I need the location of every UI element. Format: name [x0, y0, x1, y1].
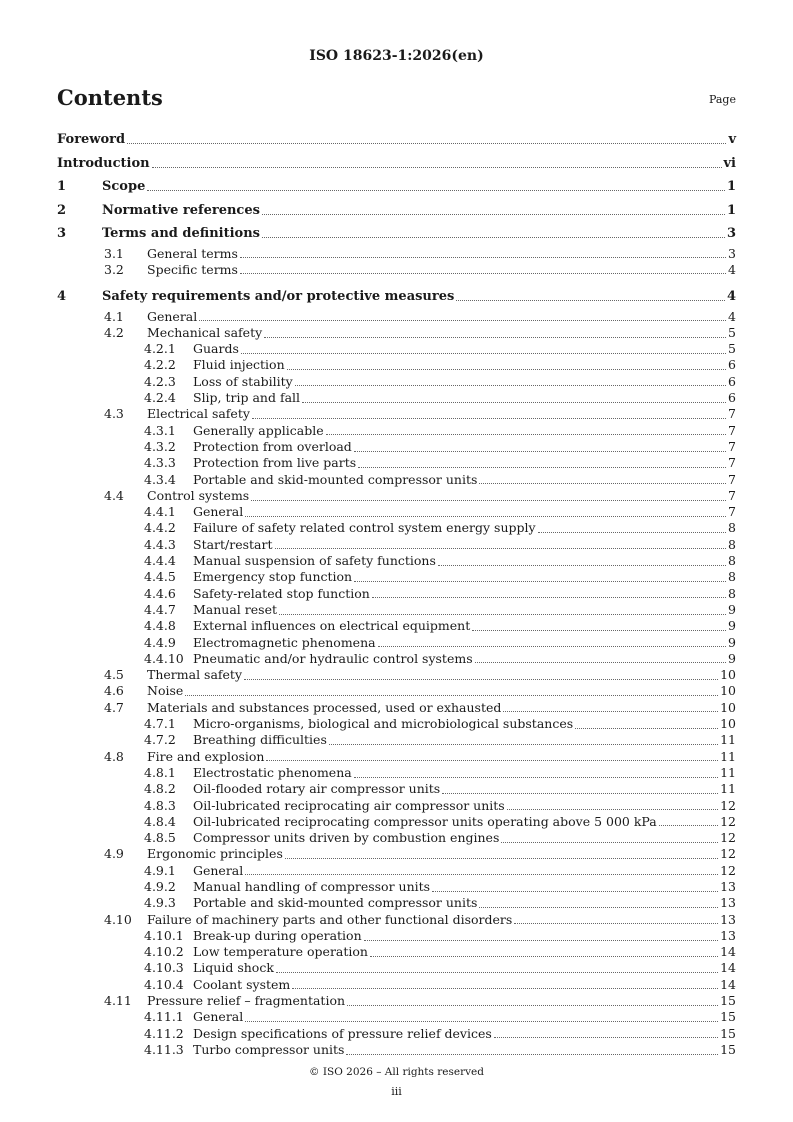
toc-entry-number: 4.7	[104, 699, 124, 715]
copyright-notice: © ISO 2026 – All rights reserved	[309, 1066, 484, 1078]
dot-leader	[472, 630, 726, 631]
toc-entry[interactable]	[57, 390, 736, 406]
toc-entry-page: 15	[720, 993, 736, 1009]
dot-leader	[275, 548, 727, 549]
contents-heading: Contents	[57, 85, 163, 110]
toc-entry[interactable]	[57, 488, 736, 504]
dot-leader	[292, 988, 718, 989]
toc-entry-page: 5	[728, 324, 736, 340]
dot-leader	[372, 597, 726, 598]
toc-entry-page: 14	[720, 976, 736, 992]
toc-entry-number: 1	[57, 179, 67, 194]
toc-entry-number: 4.7.1	[144, 716, 176, 732]
toc-entry-title: External influences on electrical equipment	[193, 618, 471, 634]
toc-entry-page: 6	[728, 357, 736, 373]
dot-leader	[442, 793, 718, 794]
toc-entry-page: 15	[720, 1025, 736, 1041]
toc-entry-page: 7	[728, 438, 736, 454]
toc-entry-page: 12	[720, 862, 736, 878]
toc-entry-title: Normative references	[102, 202, 260, 218]
toc-entry[interactable]	[57, 325, 736, 341]
dot-leader	[152, 167, 722, 168]
dot-leader	[507, 809, 718, 810]
document-identifier: ISO 18623-1:2026(en)	[309, 48, 484, 64]
toc-entry-page: 7	[728, 406, 736, 422]
dot-leader	[244, 679, 718, 680]
toc-entry-number: 4.7.2	[144, 732, 176, 748]
toc-entry-page: 9	[728, 601, 736, 617]
toc-entry-page: 9	[728, 634, 736, 650]
toc-entry-title: Liquid shock	[193, 960, 274, 976]
dot-leader	[245, 1021, 718, 1022]
toc-entry-title: Failure of machinery parts and other functional disorders	[147, 911, 513, 927]
toc-entry-number: 4.3.1	[144, 422, 176, 438]
toc-entry-title: Fluid injection	[193, 357, 285, 373]
toc-entry-page: 15	[720, 1009, 736, 1025]
toc-entry-page: 5	[728, 341, 736, 357]
dot-leader	[347, 1005, 718, 1006]
toc-entry[interactable]	[57, 553, 736, 569]
dot-leader	[479, 907, 718, 908]
dot-leader	[262, 237, 725, 238]
toc-entry[interactable]	[57, 586, 736, 602]
toc-entry-title: Electromagnetic phenomena	[193, 634, 376, 650]
dot-leader	[295, 385, 726, 386]
toc-entry[interactable]	[57, 569, 736, 585]
toc-entry-page: 10	[720, 699, 736, 715]
toc-entry-page: 3	[726, 226, 736, 241]
dot-leader	[503, 711, 718, 712]
dot-leader	[241, 353, 726, 354]
toc-entry-title: Break-up during operation	[193, 927, 362, 943]
toc-entry-number: 4.9	[104, 846, 124, 862]
toc-entry-page: 6	[728, 390, 736, 406]
toc-entry-title: Low temperature operation	[193, 944, 368, 960]
dot-leader	[364, 940, 718, 941]
toc-entry-page: 7	[728, 487, 736, 503]
toc-entry-number: 4.4.1	[144, 504, 176, 520]
dot-leader	[438, 565, 726, 566]
dot-leader	[378, 646, 726, 647]
dot-leader	[346, 1054, 718, 1055]
toc-entry[interactable]	[57, 285, 736, 309]
dot-leader	[264, 337, 726, 338]
toc-entry-title: Failure of safety related control system energy supply	[193, 520, 536, 536]
dot-leader	[147, 190, 725, 191]
dot-leader	[354, 451, 726, 452]
toc-entry[interactable]	[57, 667, 736, 683]
toc-entry-number: 4.11.3	[144, 1041, 184, 1057]
dot-leader	[514, 923, 718, 924]
toc-entry-number: 4.4.3	[144, 536, 176, 552]
toc-entry-page: 10	[720, 667, 736, 683]
toc-entry-title: Portable and skid-mounted compressor units	[193, 471, 478, 487]
toc-entry-title: Micro-organisms, biological and microbiological substances	[193, 716, 574, 732]
toc-entry-title: Manual suspension of safety functions	[193, 553, 436, 569]
toc-entry-number: 4.8.2	[144, 781, 176, 797]
toc-entry[interactable]	[57, 651, 736, 667]
toc-entry[interactable]	[57, 520, 736, 536]
toc-entry[interactable]	[57, 357, 736, 373]
dot-leader	[245, 516, 726, 517]
toc-entry-number: 3.2	[104, 261, 124, 277]
toc-entry-number: 4.11.1	[144, 1009, 184, 1025]
dot-leader	[266, 760, 718, 761]
toc-entry-number: 4.9.1	[144, 862, 176, 878]
toc-entry-number: 4.11	[104, 993, 132, 1009]
toc-entry-page: 12	[720, 813, 736, 829]
page-number: iii	[391, 1085, 402, 1098]
toc-entry-number: 4.6	[104, 683, 124, 699]
dot-leader	[252, 418, 726, 419]
toc-entry[interactable]	[57, 199, 736, 223]
toc-entry-title: Scope	[102, 179, 146, 194]
toc-entry-number: 4.5	[104, 667, 124, 683]
toc-entry[interactable]	[57, 993, 736, 1009]
toc-entry-number: 4.8.5	[144, 830, 176, 846]
toc-entry-number: 4.2.3	[144, 373, 176, 389]
dot-leader	[285, 858, 718, 859]
dot-leader	[456, 300, 725, 301]
toc-entry-page: 8	[728, 569, 736, 585]
toc-entry-page: 9	[728, 650, 736, 666]
toc-entry-title: General	[147, 308, 198, 324]
toc-entry[interactable]	[57, 781, 736, 797]
toc-entry-page: 13	[720, 878, 736, 894]
toc-entry-title: Slip, trip and fall	[193, 390, 301, 406]
toc-entry-title: General	[193, 504, 244, 520]
dot-leader	[251, 500, 726, 501]
toc-entry-page: 11	[720, 732, 736, 748]
toc-entry[interactable]	[57, 1026, 736, 1042]
toc-entry[interactable]	[57, 128, 736, 152]
toc-entry-number: 4.10.1	[144, 927, 184, 943]
toc-entry[interactable]	[57, 309, 736, 325]
toc-entry-number: 4.8.1	[144, 764, 176, 780]
toc-entry-number: 3	[57, 226, 67, 241]
dot-leader	[276, 972, 718, 973]
toc-entry-number: 4.1	[104, 308, 124, 324]
toc-entry[interactable]	[57, 700, 736, 716]
toc-entry[interactable]	[57, 472, 736, 488]
toc-entry-title: Oil-lubricated reciprocating air compressor units	[193, 797, 505, 813]
toc-entry-title: Specific terms	[147, 261, 238, 277]
toc-entry-number: 4.2.2	[144, 357, 176, 373]
toc-entry-number: 4.9.2	[144, 878, 176, 894]
toc-entry-number: 4.4.10	[144, 650, 184, 666]
toc-entry-page: 11	[720, 764, 736, 780]
toc-entry-page: 12	[720, 830, 736, 846]
toc-entry-number: 4.10.4	[144, 976, 184, 992]
toc-entry-page: 8	[728, 553, 736, 569]
toc-entry-number: 4.10.3	[144, 960, 184, 976]
dot-leader	[479, 483, 726, 484]
toc-entry-page: 7	[728, 471, 736, 487]
toc-entry-page: 1	[726, 202, 736, 218]
toc-entry-title: Thermal safety	[147, 667, 243, 683]
dot-leader	[329, 744, 718, 745]
toc-entry-title: Pressure relief – fragmentation	[147, 993, 346, 1009]
dot-leader	[262, 214, 725, 215]
toc-entry-page: 6	[728, 373, 736, 389]
toc-entry-page: 13	[720, 927, 736, 943]
toc-entry-title: Compressor units driven by combustion engines	[193, 830, 500, 846]
toc-entry-number: 3.1	[104, 245, 124, 261]
toc-entry[interactable]	[57, 977, 736, 993]
toc-entry[interactable]	[57, 960, 736, 976]
toc-entry-number: 4.2	[104, 324, 124, 340]
toc-entry[interactable]	[57, 732, 736, 748]
dot-leader	[501, 842, 718, 843]
toc-entry-title: General terms	[147, 245, 238, 261]
toc-entry[interactable]	[57, 846, 736, 862]
dot-leader	[475, 662, 726, 663]
toc-entry-number: 4.4.9	[144, 634, 176, 650]
toc-entry-title: Pneumatic and/or hydraulic control systems	[193, 650, 473, 666]
toc-entry-number: 4.2.4	[144, 390, 176, 406]
toc-entry[interactable]	[57, 944, 736, 960]
toc-entry-title: Safety requirements and/or protective measures	[102, 289, 455, 305]
toc-entry-page: 10	[720, 683, 736, 699]
toc-entry-title: Coolant system	[193, 976, 291, 992]
dot-leader	[354, 581, 726, 582]
toc-entry[interactable]	[57, 423, 736, 439]
toc-entry-title: Fire and explosion	[147, 748, 265, 764]
toc-entry-title: Electrostatic phenomena	[193, 764, 352, 780]
toc-entry[interactable]	[57, 1042, 736, 1058]
toc-entry-title: Design specifications of pressure relief devices	[193, 1025, 492, 1041]
dot-leader	[240, 257, 726, 258]
toc-entry-page: 8	[728, 536, 736, 552]
toc-entry-title: Oil-lubricated reciprocating compressor units operating above 5 000 kPa	[193, 813, 657, 829]
toc-entry-title: Start/restart	[193, 536, 273, 552]
toc-entry-number: 4.4.4	[144, 553, 176, 569]
dot-leader	[245, 874, 718, 875]
toc-entry-page: 4	[726, 289, 736, 305]
toc-entry-title: Oil-flooded rotary air compressor units	[193, 781, 441, 797]
toc-entry-title: Portable and skid-mounted compressor units	[193, 895, 478, 911]
toc-entry-title: General	[193, 1009, 244, 1025]
toc-entry[interactable]	[57, 912, 736, 928]
toc-entry-number: 4.4.5	[144, 569, 176, 585]
page-column-label: Page	[708, 93, 736, 106]
toc-entry-number: 4.10.2	[144, 944, 184, 960]
toc-entry-number: 4.4	[104, 487, 124, 503]
toc-entry-title: Guards	[193, 341, 239, 357]
toc-entry[interactable]	[57, 1009, 736, 1025]
toc-entry[interactable]	[57, 830, 736, 846]
toc-entry-title: Loss of stability	[193, 373, 293, 389]
toc-entry-page: 7	[728, 455, 736, 471]
toc-entry-title: Introduction	[57, 155, 150, 171]
toc-entry-title: Materials and substances processed, used or exhausted	[147, 699, 502, 715]
toc-entry-number: 4.8.4	[144, 813, 176, 829]
toc-entry-number: 4.3	[104, 406, 124, 422]
toc-entry-page: 13	[720, 895, 736, 911]
dot-leader	[326, 434, 726, 435]
toc-entry-number: 4.4.2	[144, 520, 176, 536]
toc-entry-number: 4.3.2	[144, 438, 176, 454]
toc-entry-title: Noise	[147, 683, 184, 699]
toc-entry-page: 14	[720, 960, 736, 976]
dot-leader	[575, 728, 718, 729]
toc-entry[interactable]	[57, 341, 736, 357]
toc-entry-page: 3	[728, 245, 736, 261]
toc-entry-title: General	[193, 862, 244, 878]
toc-entry[interactable]	[57, 798, 736, 814]
toc-entry-page: 8	[728, 520, 736, 536]
toc-entry[interactable]	[57, 602, 736, 618]
dot-leader	[354, 777, 718, 778]
toc-entry-number: 4.11.2	[144, 1025, 184, 1041]
toc-entry-number: 4.8.3	[144, 797, 176, 813]
dot-leader	[358, 467, 726, 468]
table-of-contents	[57, 128, 736, 1058]
toc-entry-page: 10	[720, 716, 736, 732]
toc-entry-page: v	[728, 132, 736, 147]
toc-entry-page: 4	[728, 261, 736, 277]
toc-entry-number: 4.3.4	[144, 471, 176, 487]
toc-entry-title: Generally applicable	[193, 422, 324, 438]
toc-entry-page: 11	[720, 781, 736, 797]
toc-entry-number: 4	[57, 289, 67, 305]
toc-entry-number: 4.2.1	[144, 341, 176, 357]
toc-entry-title: Ergonomic principles	[147, 846, 283, 862]
toc-entry[interactable]	[57, 455, 736, 471]
toc-entry[interactable]	[57, 406, 736, 422]
toc-entry[interactable]	[57, 222, 736, 246]
toc-entry[interactable]	[57, 262, 736, 278]
toc-entry-page: 12	[720, 797, 736, 813]
toc-entry-title: Electrical safety	[147, 406, 250, 422]
toc-entry-title: Mechanical safety	[147, 324, 263, 340]
toc-entry[interactable]	[57, 749, 736, 765]
toc-entry-title: Protection from overload	[193, 438, 352, 454]
toc-entry-title: Breathing difficulties	[193, 732, 327, 748]
dot-leader	[370, 956, 718, 957]
toc-entry-page: 7	[728, 422, 736, 438]
toc-entry-page: vi	[723, 155, 736, 171]
toc-entry-page: 13	[720, 911, 736, 927]
toc-entry-page: 15	[720, 1041, 736, 1057]
toc-entry-title: Emergency stop function	[193, 569, 353, 585]
toc-entry[interactable]	[57, 537, 736, 553]
toc-entry-number: 4.4.8	[144, 618, 176, 634]
toc-entry-number: 2	[57, 202, 67, 218]
toc-entry-page: 14	[720, 944, 736, 960]
toc-entry-page: 8	[728, 585, 736, 601]
toc-entry-number: 4.10	[104, 911, 132, 927]
toc-entry[interactable]	[57, 246, 736, 262]
toc-entry-title: Protection from live parts	[193, 455, 357, 471]
toc-entry[interactable]	[57, 765, 736, 781]
toc-entry-title: Control systems	[147, 487, 250, 503]
toc-entry[interactable]	[57, 504, 736, 520]
toc-entry[interactable]	[57, 635, 736, 651]
toc-entry-page: 9	[728, 618, 736, 634]
dot-leader	[185, 695, 718, 696]
dot-leader	[287, 369, 726, 370]
toc-entry-number: 4.3.3	[144, 455, 176, 471]
toc-entry[interactable]	[57, 928, 736, 944]
dot-leader	[279, 614, 726, 615]
toc-entry-page: 12	[720, 846, 736, 862]
toc-entry-page: 1	[726, 179, 736, 194]
toc-entry-title: Safety-related stop function	[193, 585, 370, 601]
toc-entry-title: Foreword	[57, 132, 126, 147]
dot-leader	[659, 825, 718, 826]
dot-leader	[538, 532, 726, 533]
toc-entry[interactable]	[57, 683, 736, 699]
toc-entry[interactable]	[57, 152, 736, 176]
dot-leader	[302, 402, 726, 403]
toc-entry-title: Terms and definitions	[102, 226, 260, 241]
dot-leader	[199, 320, 726, 321]
toc-entry-number: 4.4.7	[144, 601, 176, 617]
toc-entry-page: 11	[720, 748, 736, 764]
toc-entry-number: 4.9.3	[144, 895, 176, 911]
dot-leader	[240, 273, 726, 274]
toc-entry-title: Turbo compressor units	[193, 1041, 345, 1057]
toc-entry-page: 7	[728, 504, 736, 520]
toc-entry-number: 4.4.6	[144, 585, 176, 601]
toc-entry[interactable]	[57, 175, 736, 199]
toc-entry[interactable]	[57, 374, 736, 390]
toc-entry[interactable]	[57, 618, 736, 634]
toc-entry[interactable]	[57, 879, 736, 895]
toc-entry[interactable]	[57, 439, 736, 455]
dot-leader	[432, 891, 718, 892]
toc-entry[interactable]	[57, 814, 736, 830]
toc-entry-title: Manual reset	[193, 601, 277, 617]
toc-entry-page: 4	[728, 308, 736, 324]
dot-leader	[127, 143, 726, 144]
toc-entry[interactable]	[57, 863, 736, 879]
toc-entry-title: Manual handling of compressor units	[193, 878, 431, 894]
toc-entry-number: 4.8	[104, 748, 124, 764]
dot-leader	[494, 1037, 718, 1038]
toc-entry[interactable]	[57, 716, 736, 732]
toc-entry[interactable]	[57, 895, 736, 911]
